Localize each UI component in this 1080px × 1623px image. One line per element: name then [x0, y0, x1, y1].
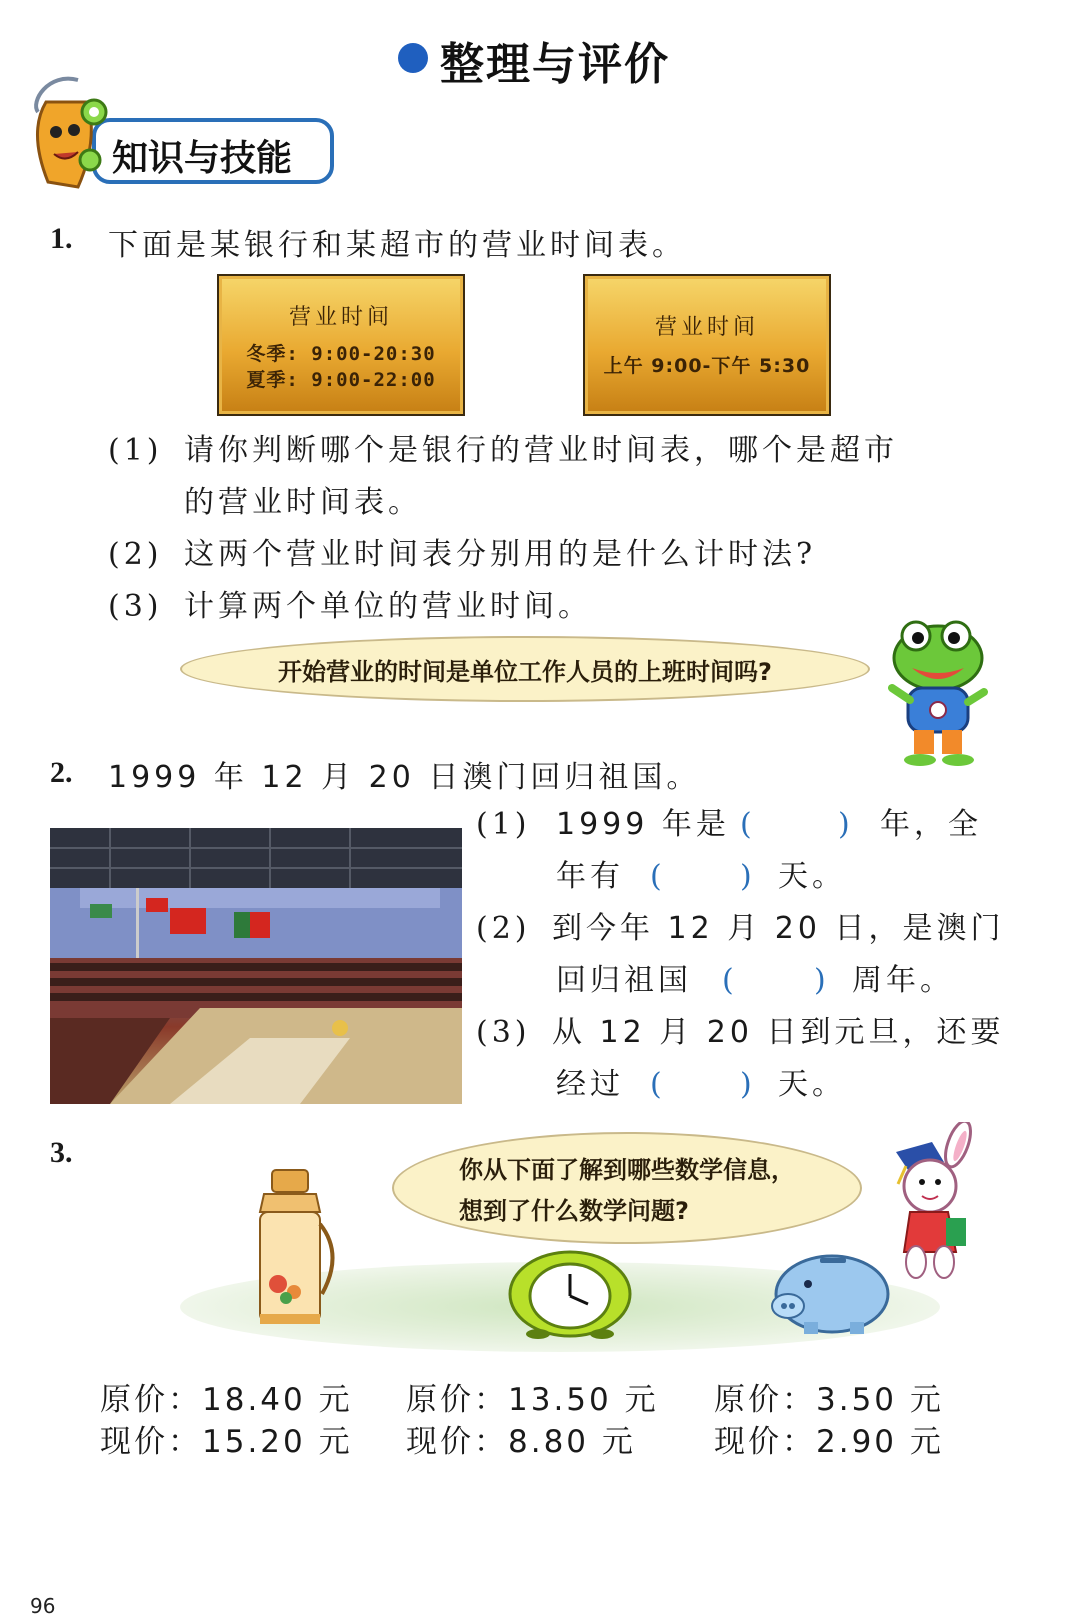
q2-blank2-close: ) — [740, 859, 756, 894]
q2-blank1-open: ( — [740, 807, 756, 842]
q2-sub1-d: 天。 — [778, 859, 846, 894]
piggy-bank-original-price: 原价：3.50 元 — [714, 1382, 944, 1418]
q3-number: 3. — [50, 1136, 73, 1169]
business-hours-board-a — [217, 274, 465, 416]
q2-sub3-a: 从 12 月 20 日到元旦，还要 — [552, 1015, 1005, 1050]
q1-number: 1. — [50, 222, 73, 255]
thermos-original-price: 原价：18.40 元 — [100, 1382, 353, 1418]
business-hours-board-b — [583, 274, 831, 416]
q3-bubble-line1: 你从下面了解到哪些数学信息， — [459, 1156, 795, 1184]
q2-sub1-number: (1) — [476, 807, 531, 842]
q1-sub3-text: 计算两个单位的营业时间。 — [184, 589, 592, 624]
board-a-summer — [219, 367, 463, 393]
q2-blank3-open: ( — [722, 963, 738, 998]
q2-sub1-a: 1999 年是 — [556, 807, 730, 842]
q2-sub2-a: 到今年 12 月 20 日，是澳门 — [552, 911, 1005, 946]
q2-blank4-open: ( — [650, 1067, 666, 1102]
ceremony-illustration — [50, 828, 462, 1104]
q2-sub1-c: 年有 — [556, 859, 624, 894]
q2-sub3-number: (3) — [476, 1015, 531, 1050]
frog-mascot-icon — [878, 618, 998, 768]
q2-sub2-c: 周年。 — [852, 963, 954, 998]
q2-sub1-b: 年，全 — [880, 807, 982, 842]
q2-blank1-close: ) — [838, 807, 854, 842]
clock-original-price: 原价：13.50 元 — [406, 1382, 659, 1418]
q2-sub2-number: (2) — [476, 911, 531, 946]
thermos-current-price: 现价：15.20 元 — [100, 1424, 353, 1460]
q1-sub1-line1: 请你判断哪个是银行的营业时间表，哪个是超市 — [184, 433, 898, 468]
board-a-winter — [219, 341, 463, 367]
piggy-bank-current-price: 现价：2.90 元 — [714, 1424, 944, 1460]
section-label: 知识与技能 — [112, 138, 293, 179]
q1-sub3-number: (3) — [108, 589, 163, 624]
q2-blank3-close: ) — [814, 963, 830, 998]
q2-number: 2. — [50, 756, 73, 789]
q3-speech-bubble — [392, 1132, 862, 1244]
thermos-icon — [250, 1164, 350, 1332]
q2-sub3-b: 经过 — [556, 1067, 624, 1102]
q1-sub1-number: (1) — [108, 433, 163, 468]
q2-sub2-b: 回归祖国 — [556, 963, 692, 998]
page-number: 96 — [30, 1594, 56, 1618]
q1-sub2-number: (2) — [108, 537, 163, 572]
rabbit-mascot-icon — [886, 1122, 996, 1282]
q2-text: 1999 年 12 月 20 日澳门回归祖国。 — [108, 760, 701, 795]
board-a-winter-time: 9:00-20:30 — [311, 343, 436, 365]
q3-bubble-line2: 想到了什么数学问题? — [459, 1197, 689, 1225]
q1-speech-bubble — [180, 636, 870, 702]
board-b-hours: 上午 9:00-下午 5:30 — [603, 355, 811, 377]
board-a-summer-time: 9:00-22:00 — [311, 369, 436, 391]
piggy-bank-icon — [764, 1250, 894, 1336]
clock-current-price: 现价：8.80 元 — [406, 1424, 636, 1460]
board-a-summer-label: 夏季: — [246, 369, 299, 391]
q1-sub2-text: 这两个营业时间表分别用的是什么计时法? — [184, 537, 817, 572]
q2-sub3-c: 天。 — [778, 1067, 846, 1102]
q1-sub1-line2: 的营业时间表。 — [184, 485, 422, 520]
page-title: 整理与评价 — [440, 39, 670, 90]
q1-text: 下面是某银行和某超市的营业时间表。 — [108, 228, 686, 263]
alarm-clock-icon — [508, 1248, 632, 1340]
macau-handover-ceremony-photo — [50, 828, 462, 1104]
board-a-winter-label: 冬季: — [246, 343, 299, 365]
title-bullet — [398, 43, 428, 73]
board-b-title: 营业时间 — [654, 315, 759, 340]
mouse-mascot-icon — [18, 72, 128, 192]
q2-blank4-close: ) — [740, 1067, 756, 1102]
q1-bubble-text: 开始营业的时间是单位工作人员的上班时间吗? — [278, 657, 772, 686]
board-a-title: 营业时间 — [288, 305, 393, 330]
q2-blank2-open: ( — [650, 859, 666, 894]
